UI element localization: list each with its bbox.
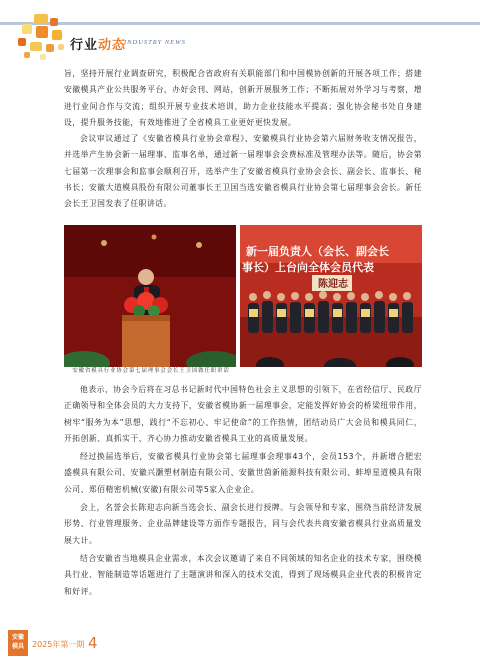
stage-name-plate: 陈迎志 (318, 279, 348, 290)
badge-line-1: 安徽 (11, 634, 24, 641)
stage-scene (240, 225, 422, 367)
speaker-scene (64, 225, 236, 367)
header-rule (0, 22, 480, 25)
section-title-accent: 动态 (98, 38, 127, 53)
article-top (64, 66, 422, 213)
issue-label: 2025年第一期 (32, 640, 85, 649)
page-header (0, 0, 480, 62)
badge-line-2: 模具 (11, 643, 24, 650)
paragraph-5: 会上，名誉会长陈迎志向新当选会长、副会长进行授牌。与会领导和专家，围绕当前经济发展形势、行业管理服务、企业品牌建设等方面作专题报告，同与会代表共商安徽省模具行业高质量发展大计。 (64, 503, 422, 545)
paragraph-4: 经过换届选举后，安徽省模具行业协会第七届理事会理事43个，会员153个，并新增合肥宏盛模具有限公司、安徽兴灏塑材制造有限公司、安徽世茵新能源科技有限公司、蚌埠星道模具有限公司、郑佰精密机械(安徽)有限公司等5家入企业企。 (64, 452, 422, 494)
photo-award-stage (240, 225, 422, 367)
magazine-badge (8, 630, 28, 656)
article-bottom (64, 382, 422, 600)
section-title (70, 34, 126, 53)
photo-caption: 安徽省模具行业协会第七届理事会会长王卫国做任职讲话 (72, 368, 230, 374)
paragraph-3: 他表示，协会今后将在习总书记新时代中国特色社会主义思想的引领下，在省经信厅、民政厅正确领导和全体会员的大力支持下，安徽省模协新一届理事会，定能发挥好协会的桥梁纽带作用，树牢“服务为本”思想，践行“不忘初心、牢记使命”的工作热情，团结动员广大会员和模具同仁，开拓创新、真抓实干、齐心协力推动安徽省模具工业的高质量发展。 (64, 385, 422, 443)
stage-banner-line1: 新一届负责人（会长、副会长 (246, 245, 389, 258)
paragraph-2: 会议审议通过了《安徽省模具行业协会章程》、安徽模具行业协会第六届财务收支情况报告，并选举产生协会新一届理事、监事名单，通过新一届理事会会费标准及管理办法等。随后，协会第七届第一次理事会和监事会顺利召开，选举产生了安徽省模具行业协会会长、副会长、监事长、秘书长；安徽大道模具股份有限公司董事长王卫国当选安徽省模具行业协会第七届理事会会长。新任会长王卫国发表了任职讲话。 (64, 134, 422, 209)
paragraph-6: 结合安徽省当地模具企业需求，本次会议邀请了来自不同领域的知名企业的技术专家，围绕模具行业、智能制造等话题进行了主题演讲和深入的技术交流，得到了现场模具企业代表的积极肯定和好评。 (64, 553, 422, 596)
stage-banner-line2: 事长）上台向全体会员代表 (242, 261, 374, 274)
section-subtitle: INDUSTRY NEWS (124, 39, 186, 46)
section-title-main: 行业 (70, 38, 99, 53)
paragraph-1: 旨，坚持开展行业调查研究，积极配合省政府有关职能部门和中国模协创新的开展各项工作；搭建安徽模具产业公共服务平台，办好会刊、网站，创新开展服务工作；不断拓展对外学习与考察，增进行业间合作与交流；组织开展专业技术培训，助力企业技能水平提高；强化协会秘书处自身建设，提升服务技能，有效地推进了全省模具工业更好更快发展。 (64, 69, 422, 127)
page-number: 4 (88, 634, 98, 652)
header-decoration (14, 10, 70, 62)
photo-speaker (64, 225, 236, 367)
